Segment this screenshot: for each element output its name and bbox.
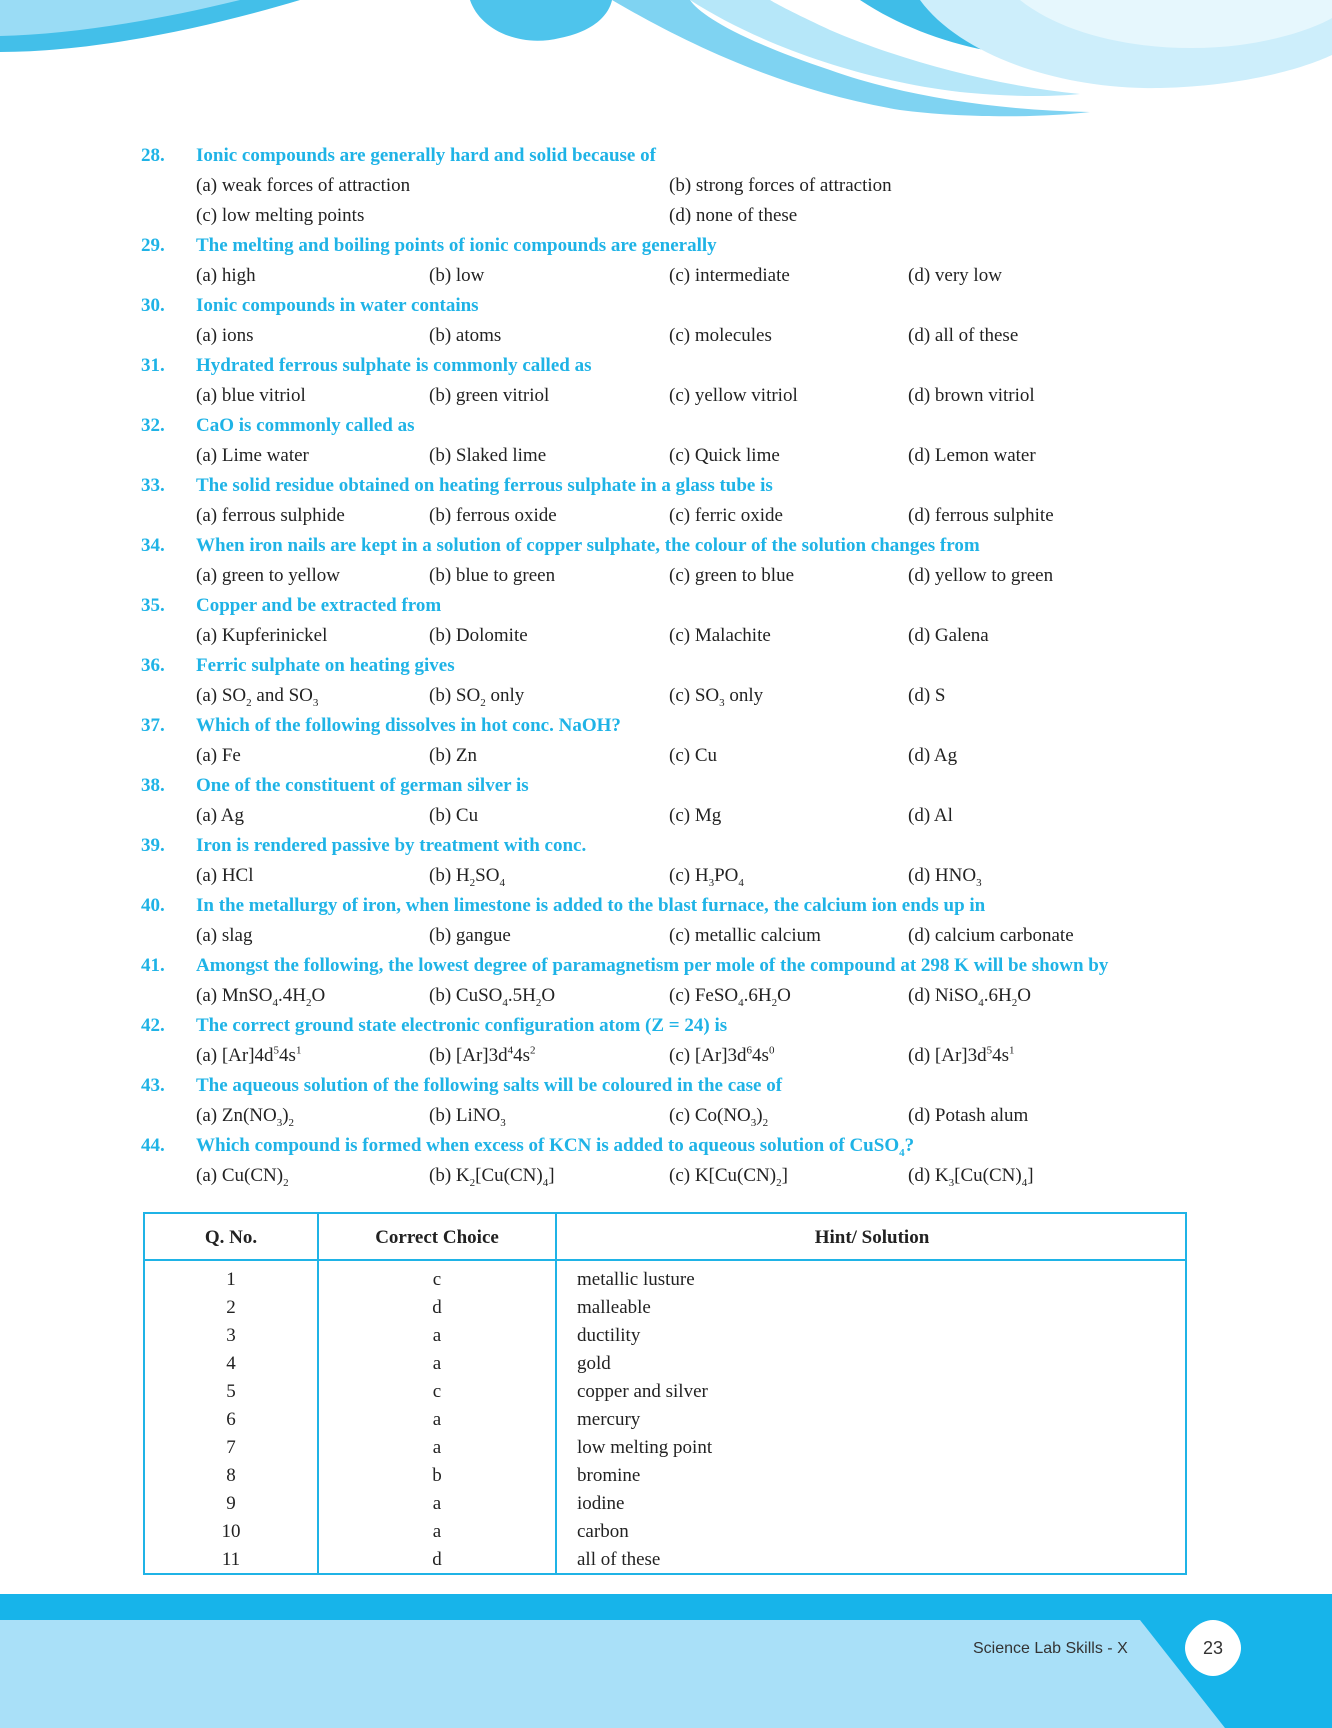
option-c: (c) Malachite xyxy=(669,625,771,646)
option-c: (c) $SO_3$ only xyxy=(669,685,764,709)
option-a: (a) green to yellow xyxy=(196,565,341,586)
question-text: The solid residue obtained on heating ferrous sulphate in a glass tube is xyxy=(196,475,773,496)
cell-choice: a xyxy=(432,1493,442,1514)
option-c: (c) molecules xyxy=(669,325,772,346)
options-row xyxy=(0,681,1332,711)
cell-q-no: 1 xyxy=(226,1269,236,1290)
option-a: (a) HCl xyxy=(196,865,254,886)
question-39 xyxy=(0,831,1332,861)
question-number: 34. xyxy=(141,535,165,556)
question-text: When iron nails are kept in a solution of copper sulphate, the colour of the solution changes from xyxy=(196,535,980,556)
footer xyxy=(0,1620,1332,1728)
options-row xyxy=(0,201,1332,231)
cell-hint: metallic lusture xyxy=(577,1269,695,1290)
cell-choice: a xyxy=(432,1325,442,1346)
question-text: One of the constituent of german silver is xyxy=(196,775,529,796)
option-d: (d) none of these xyxy=(669,205,798,226)
cell-hint: ductility xyxy=(577,1325,641,1346)
option-d: (d) ferrous sulphite xyxy=(908,505,1054,526)
question-text: Ferric sulphate on heating gives xyxy=(196,655,455,676)
question-number: 30. xyxy=(141,295,165,316)
cell-hint: bromine xyxy=(577,1465,641,1486)
option-c: (c) $FeSO_4.6H_2O$ xyxy=(669,985,791,1009)
cell-q-no: 3 xyxy=(226,1325,236,1346)
option-b: (b) $SO_2$ only xyxy=(429,685,525,709)
option-b: (b) atoms xyxy=(429,325,502,346)
question-text: Which compound is formed when excess of KCN is added to aqueous solution of CuSO$_4$? xyxy=(196,1135,915,1159)
question-number: 35. xyxy=(141,595,165,616)
option-c: (c) ferric oxide xyxy=(669,505,783,526)
page-number: 23 xyxy=(1202,1638,1224,1658)
table-row xyxy=(145,1518,1185,1546)
option-b: (b) strong forces of attraction xyxy=(669,175,892,196)
option-d: (d) $HNO_3$ xyxy=(908,865,982,889)
cell-hint: gold xyxy=(577,1353,611,1374)
option-b: (b) $H_2SO_4$ xyxy=(429,865,505,889)
option-c: (c) $Co(NO_3)_2$ xyxy=(669,1105,769,1129)
table-row xyxy=(145,1322,1185,1350)
option-d: (d) Ag xyxy=(908,745,958,766)
table-row xyxy=(145,1546,1185,1574)
question-number: 36. xyxy=(141,655,165,676)
option-a: (a) ions xyxy=(196,325,254,346)
options-row xyxy=(0,321,1332,351)
options-row xyxy=(0,171,1332,201)
question-number: 31. xyxy=(141,355,165,376)
cell-q-no: 6 xyxy=(226,1409,236,1430)
cell-choice: c xyxy=(432,1381,442,1402)
question-37 xyxy=(0,711,1332,741)
cell-choice: b xyxy=(432,1465,442,1486)
options-row xyxy=(0,861,1332,891)
cell-hint: malleable xyxy=(577,1297,651,1318)
option-d: (d) $[Ar]3d^54s^1$ xyxy=(908,1044,1015,1066)
question-text: Copper and be extracted from xyxy=(196,595,442,616)
options-row xyxy=(0,1161,1332,1191)
options-row xyxy=(0,921,1332,951)
option-d: (d) calcium carbonate xyxy=(908,925,1074,946)
question-31 xyxy=(0,351,1332,381)
option-d: (d) yellow to green xyxy=(908,565,1054,586)
table-row xyxy=(145,1350,1185,1378)
question-number: 40. xyxy=(141,895,165,916)
option-c: (c) low melting points xyxy=(196,205,365,226)
cell-hint: copper and silver xyxy=(577,1381,708,1402)
book-title: Science Lab Skills - X xyxy=(973,1640,1128,1657)
question-text: CaO is commonly called as xyxy=(196,415,415,436)
option-d: (d) Lemon water xyxy=(908,445,1036,466)
option-c: (c) $H_3PO_4$ xyxy=(669,865,744,889)
options-row xyxy=(0,561,1332,591)
question-number: 41. xyxy=(141,955,165,976)
question-number: 37. xyxy=(141,715,165,736)
option-a: (a) $MnSO_4.4H_2O$ xyxy=(196,985,326,1009)
cell-choice: a xyxy=(432,1521,442,1542)
option-a: (a) $[Ar]4d^54s^1$ xyxy=(196,1044,302,1066)
option-a: (a) $SO_2$ and $SO_3$ xyxy=(196,685,319,709)
option-b: (b) $K_2[Cu(CN)_4]$ xyxy=(429,1165,555,1189)
options-row xyxy=(0,1041,1332,1071)
option-b: (b) gangue xyxy=(429,925,511,946)
question-text: The aqueous solution of the following salts will be coloured in the case of xyxy=(196,1075,783,1096)
cell-q-no: 4 xyxy=(226,1353,236,1374)
table-row xyxy=(145,1378,1185,1406)
cell-choice: d xyxy=(432,1297,442,1318)
question-44 xyxy=(0,1131,1332,1161)
option-c: (c) Cu xyxy=(669,745,718,766)
option-a: (a) ferrous sulphide xyxy=(196,505,345,526)
question-number: 33. xyxy=(141,475,165,496)
question-text: Ionic compounds in water contains xyxy=(196,295,479,316)
options-row xyxy=(0,381,1332,411)
option-c: (c) metallic calcium xyxy=(669,925,821,946)
cell-q-no: 8 xyxy=(226,1465,236,1486)
table-row xyxy=(145,1434,1185,1462)
question-41 xyxy=(0,951,1332,981)
footer-shape xyxy=(0,1620,1332,1728)
question-40 xyxy=(0,891,1332,921)
options-row xyxy=(0,501,1332,531)
header-q-no: Q. No. xyxy=(204,1227,258,1248)
cell-hint: low melting point xyxy=(577,1437,713,1458)
option-c: (c) intermediate xyxy=(669,265,790,286)
option-d: (d) Potash alum xyxy=(908,1105,1029,1126)
question-text: Iron is rendered passive by treatment with conc. xyxy=(196,835,587,856)
options-row xyxy=(0,621,1332,651)
cell-choice: a xyxy=(432,1353,442,1374)
options-row xyxy=(0,741,1332,771)
option-a: (a) Lime water xyxy=(196,445,309,466)
cell-choice: d xyxy=(432,1549,442,1570)
option-d: (d) Galena xyxy=(908,625,989,646)
option-a: (a) Fe xyxy=(196,745,241,766)
header-hint-solution: Hint/ Solution xyxy=(814,1227,930,1248)
question-text: The correct ground state electronic configuration atom (Z = 24) is xyxy=(196,1015,728,1036)
question-34 xyxy=(0,531,1332,561)
option-a: (a) Ag xyxy=(196,805,245,826)
question-32 xyxy=(0,411,1332,441)
option-b: (b) LiNO$_3$ xyxy=(429,1105,506,1129)
question-35 xyxy=(0,591,1332,621)
header-correct-choice: Correct Choice xyxy=(375,1227,499,1248)
option-a: (a) Kupferinickel xyxy=(196,625,328,646)
option-b: (b) low xyxy=(429,265,485,286)
question-29 xyxy=(0,231,1332,261)
options-row xyxy=(0,1101,1332,1131)
table-row xyxy=(145,1266,1185,1294)
question-text: The melting and boiling points of ionic compounds are generally xyxy=(196,235,717,256)
question-text: In the metallurgy of iron, when limestone is added to the blast furnace, the calcium ion ends up in xyxy=(196,895,986,916)
table-row xyxy=(145,1462,1185,1490)
cell-choice: a xyxy=(432,1409,442,1430)
option-c: (c) Quick lime xyxy=(669,445,780,466)
cell-q-no: 11 xyxy=(221,1549,241,1570)
option-b: (b) Zn xyxy=(429,745,478,766)
option-d: (d) Al xyxy=(908,805,953,826)
question-number: 29. xyxy=(141,235,165,256)
cell-q-no: 10 xyxy=(221,1521,241,1542)
option-b: (b) Cu xyxy=(429,805,479,826)
table-row xyxy=(145,1406,1185,1434)
question-33 xyxy=(0,471,1332,501)
options-row xyxy=(0,261,1332,291)
option-a: (a) high xyxy=(196,265,256,286)
question-number: 42. xyxy=(141,1015,165,1036)
question-28 xyxy=(0,141,1332,171)
option-d: (d) $NiSO_4.6H_2O$ xyxy=(908,985,1031,1009)
cell-q-no: 7 xyxy=(226,1437,236,1458)
cell-q-no: 2 xyxy=(226,1297,236,1318)
options-row xyxy=(0,801,1332,831)
question-number: 43. xyxy=(141,1075,165,1096)
cell-choice: c xyxy=(432,1269,442,1290)
option-d: (d) S xyxy=(908,685,946,706)
option-b: (b) $[Ar]3d^44s^2$ xyxy=(429,1044,536,1066)
option-c: (c) green to blue xyxy=(669,565,795,586)
header-wave-decoration xyxy=(0,0,1332,130)
option-d: (d) very low xyxy=(908,265,1002,286)
options-row xyxy=(0,441,1332,471)
question-number: 38. xyxy=(141,775,165,796)
question-number: 32. xyxy=(141,415,165,436)
option-a: (a) slag xyxy=(196,925,253,946)
question-42 xyxy=(0,1011,1332,1041)
cell-hint: iodine xyxy=(577,1493,625,1514)
question-text: Ionic compounds are generally hard and solid because of xyxy=(196,145,656,166)
question-number: 28. xyxy=(141,145,165,166)
question-text: Which of the following dissolves in hot conc. NaOH? xyxy=(196,715,621,736)
option-b: (b) Slaked lime xyxy=(429,445,547,466)
question-number: 44. xyxy=(141,1135,165,1156)
options-row xyxy=(0,981,1332,1011)
question-43 xyxy=(0,1071,1332,1101)
option-d: (d) $K_3[Cu(CN)_4]$ xyxy=(908,1165,1034,1189)
option-a: (a) blue vitriol xyxy=(196,385,306,406)
question-number: 39. xyxy=(141,835,165,856)
option-a: (a) $Zn(NO_3)_2$ xyxy=(196,1105,295,1129)
question-text: Amongst the following, the lowest degree of paramagnetism per mole of the compound at 298 K will be shown by xyxy=(196,955,1109,976)
option-c: (c) $[Ar]3d^64s^0$ xyxy=(669,1044,775,1066)
option-b: (b) green vitriol xyxy=(429,385,550,406)
option-b: (b) $CuSO_4.5H_2O$ xyxy=(429,985,556,1009)
footer-bar xyxy=(0,1594,1332,1620)
option-c: (c) yellow vitriol xyxy=(669,385,798,406)
option-a: (a) weak forces of attraction xyxy=(196,175,411,196)
table-row xyxy=(145,1490,1185,1518)
answer-table xyxy=(143,1212,1187,1575)
question-30 xyxy=(0,291,1332,321)
cell-hint: all of these xyxy=(577,1549,661,1570)
cell-hint: mercury xyxy=(577,1409,641,1430)
option-c: (c) Mg xyxy=(669,805,722,826)
option-b: (b) Dolomite xyxy=(429,625,528,646)
option-a: (a) $Cu(CN)_2$ xyxy=(196,1165,289,1189)
option-b: (b) blue to green xyxy=(429,565,556,586)
option-d: (d) all of these xyxy=(908,325,1019,346)
cell-q-no: 9 xyxy=(226,1493,236,1514)
cell-hint: carbon xyxy=(577,1521,629,1542)
cell-choice: a xyxy=(432,1437,442,1458)
option-b: (b) ferrous oxide xyxy=(429,505,557,526)
option-d: (d) brown vitriol xyxy=(908,385,1035,406)
cell-q-no: 5 xyxy=(226,1381,236,1402)
question-36 xyxy=(0,651,1332,681)
option-c: (c) $K[Cu(CN)_2]$ xyxy=(669,1165,788,1189)
question-text: Hydrated ferrous sulphate is commonly called as xyxy=(196,355,592,376)
question-38 xyxy=(0,771,1332,801)
table-row xyxy=(145,1294,1185,1322)
